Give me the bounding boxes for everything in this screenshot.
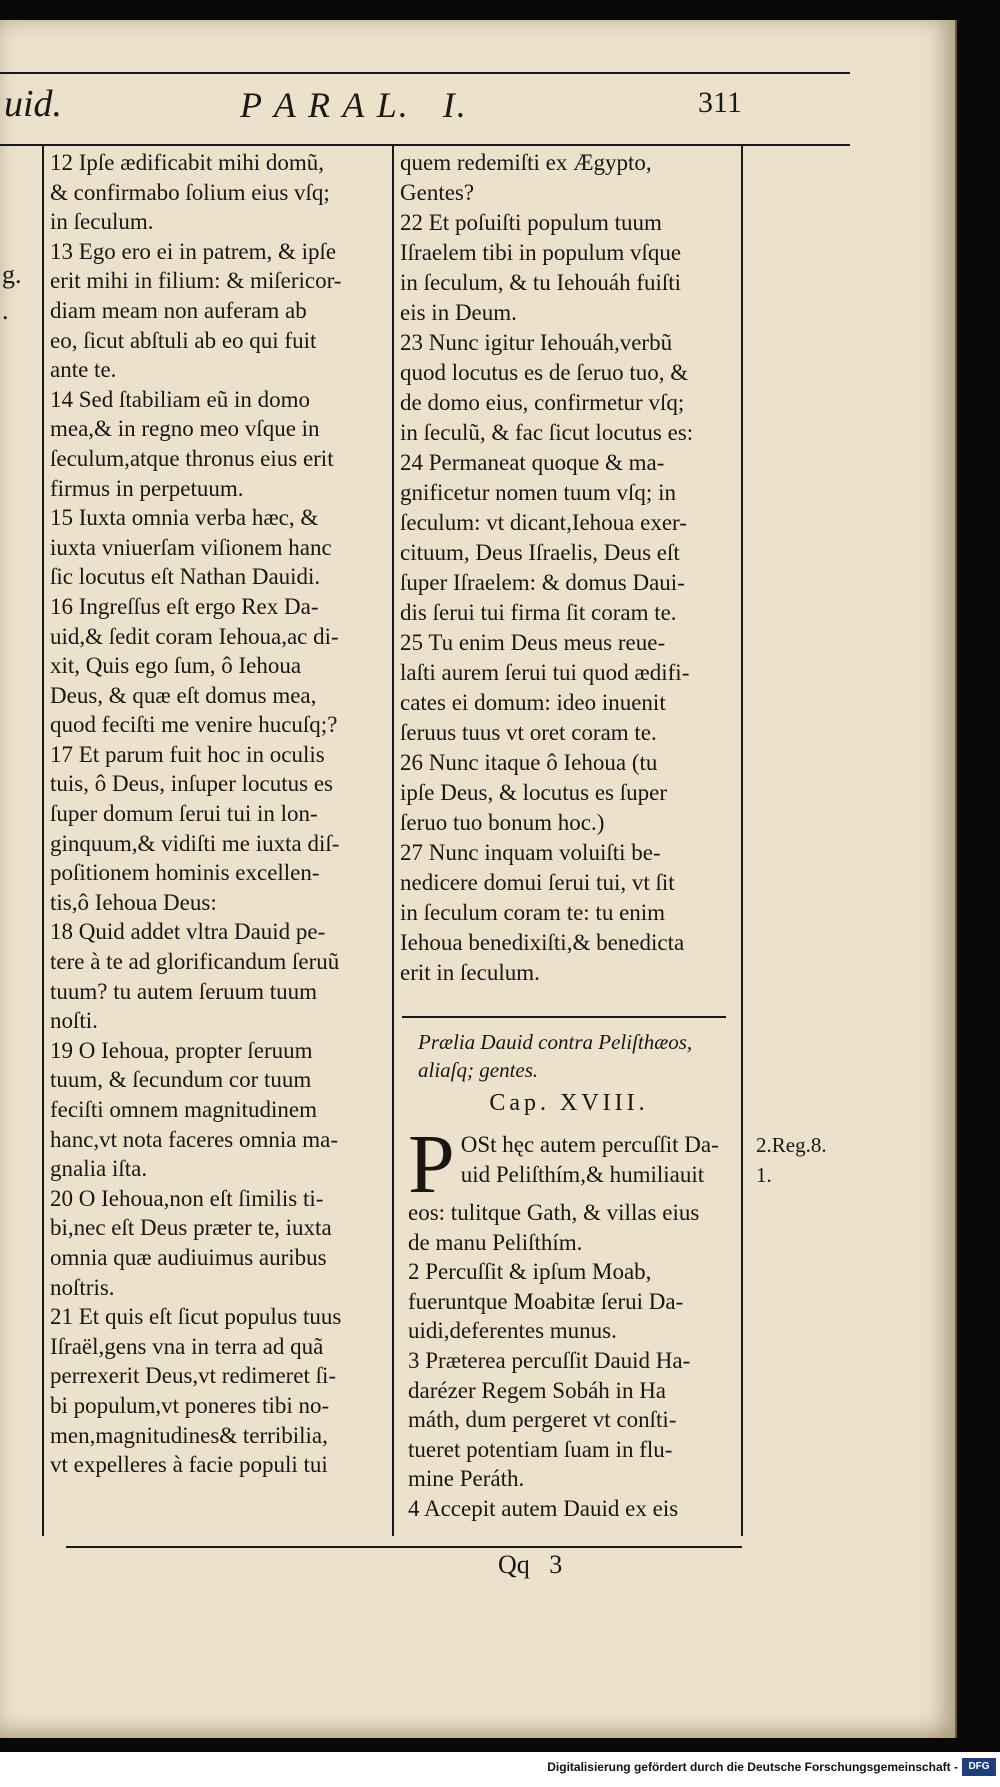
right-column-top — [400, 148, 738, 988]
text-line: noſtris. — [50, 1274, 115, 1300]
text-line: Iſraelem tibi in populum vſque — [400, 240, 682, 265]
header-top-rule — [0, 72, 850, 74]
text-line: quod locutus es de ſeruo tuo, & — [400, 360, 689, 385]
text-line: 22 Et poſuiſti populum tuum — [400, 210, 662, 235]
text-line: xit, Quis ego ſum, ô Iehoua — [50, 653, 302, 679]
text-line: Gentes? — [400, 180, 475, 205]
running-head-title: P A R A L. I. — [240, 85, 468, 125]
bottom-rule — [66, 1546, 742, 1548]
text-line: erit in ſeculum. — [400, 960, 540, 985]
text-line: tuum? tu autem ſeruum tuum — [50, 978, 318, 1004]
right-margin-note — [756, 1130, 827, 1190]
text-line: mine Peráth. — [408, 1466, 525, 1492]
text-line: nedicere domui ſerui tui, vt ſit — [400, 870, 675, 895]
margin-note-line: 1. — [756, 1163, 772, 1187]
section-rule — [402, 1016, 726, 1018]
text-line: gnificetur nomen tuum vſq; in — [400, 480, 676, 505]
text-line: ſeculum,atque thronus eius erit — [50, 445, 334, 471]
book-page — [0, 20, 957, 1738]
text-line: ſeruus tuus vt oret coram te. — [400, 720, 657, 745]
text-line: quem redemiſti ex Ægypto, — [400, 150, 652, 175]
text-line: ſeruo tuo bonum hoc.) — [400, 810, 605, 835]
left-column-rule — [42, 146, 44, 1536]
text-line: poſitionem hominis excellen- — [50, 860, 320, 886]
text-line: tuis, ô Deus, inſuper locutus es — [50, 771, 333, 797]
text-line: bi,nec eſt Deus præter te, iuxta — [50, 1215, 332, 1241]
text-line: in ſeculum, & tu Iehouáh fuiſti — [400, 270, 682, 295]
text-line: cates ei domum: ideo inuenit — [400, 690, 666, 715]
chapter-heading: Cap. XVIII. — [489, 1090, 649, 1116]
text-line: iuxta vniuerſam viſionem hanc — [50, 534, 332, 560]
text-line: bi populum,vt poneres tibi no- — [50, 1392, 330, 1418]
text-line: 23 Nunc igitur Iehouáh,verbũ — [400, 330, 673, 355]
text-line: men,magnitudines& terribilia, — [50, 1422, 328, 1448]
text-line: Iehoua benedixiſti,& benedicta — [400, 930, 685, 955]
running-head-fragment: uid. — [4, 83, 63, 125]
text-line: dis ſerui tui firma ſit coram te. — [400, 600, 677, 625]
text-line: & confirmabo ſolium eius vſq; — [50, 179, 330, 205]
text-line: tueret potentiam ſuam in flu- — [408, 1436, 673, 1462]
text-line: uid Peliſthím,& humiliauit — [460, 1161, 705, 1187]
chapter-summary-line: aliaſq; gentes. — [418, 1058, 539, 1082]
left-margin-note-1: g. — [2, 260, 22, 289]
header-bottom-rule — [0, 144, 850, 146]
text-line: ſeculum: vt dicant,Iehoua exer- — [400, 510, 687, 535]
text-line: uid,& ſedit coram Iehoua,ac di- — [50, 623, 339, 649]
text-line: perrexerit Deus,vt redimeret ſi- — [50, 1363, 337, 1389]
text-line: ſuper Iſraelem: & domus Daui- — [400, 570, 685, 595]
right-frame-rule — [741, 146, 743, 1536]
text-line: 2 Percuſſit & ipſum Moab, — [408, 1259, 652, 1285]
right-column-bottom — [408, 1118, 740, 1524]
text-line: 17 Et parum fuit hoc in oculis — [50, 741, 325, 767]
text-line: eo, ſicut abſtuli ab eo qui fuit — [50, 327, 317, 353]
text-line: eis in Deum. — [400, 300, 517, 325]
text-line: hanc,vt nota faceres omnia ma- — [50, 1126, 339, 1152]
text-line: eos: tulitque Gath, & villas eius — [408, 1200, 700, 1225]
text-line: feciſti omnem magnitudinem — [50, 1097, 317, 1122]
text-line: 3 Præterea percuſſit Dauid Ha- — [408, 1347, 691, 1373]
text-line: tere à te ad glorificandum ſeruũ — [50, 949, 340, 975]
text-line: vt expelleres à facie populi tui — [50, 1452, 328, 1478]
text-line: 14 Sed ſtabiliam eũ in domo — [50, 386, 310, 412]
signature-mark: Qq 3 — [498, 1550, 563, 1579]
text-line: gnalia iſta. — [50, 1156, 148, 1182]
text-line: 24 Permaneat quoque & ma- — [400, 450, 665, 475]
text-line: erit mihi in filium: & miſericor- — [50, 268, 342, 294]
text-line: cituum, Deus Iſraelis, Deus eſt — [400, 540, 680, 565]
text-line: 19 O Iehoua, propter ſeruum — [50, 1037, 313, 1063]
left-column — [50, 148, 388, 1480]
page-number: 311 — [698, 86, 742, 119]
text-line: 20 O Iehoua,non eſt ſimilis ti- — [50, 1185, 324, 1211]
text-line: 12 Ipſe ædificabit mihi domũ, — [50, 150, 325, 175]
text-line: ipſe Deus, & locutus es ſuper — [400, 780, 668, 805]
dfg-logo: DFG — [962, 1758, 996, 1776]
text-line: diam meam non auferam ab — [50, 297, 307, 323]
text-line: in ſeculum coram te: tu enim — [400, 900, 666, 925]
text-line: darézer Regem Sobáh in Ha — [408, 1377, 667, 1403]
margin-note-line: 2.Reg.8. — [756, 1133, 827, 1157]
funding-credit: Digitalisierung gefördert durch die Deutsche Forschungsgemeinschaft - — [547, 1760, 958, 1774]
text-line: 16 Ingreſſus eſt ergo Rex Da- — [50, 593, 319, 619]
text-line: 13 Ego ero ei in patrem, & ipſe — [50, 238, 337, 264]
text-line: in ſeculum. — [50, 209, 154, 235]
text-line: de manu Peliſthím. — [408, 1229, 583, 1255]
left-margin-note-2: . — [2, 296, 9, 325]
chapter-summary — [418, 1028, 738, 1084]
text-line: 4 Accepit autem Dauid ex eis — [408, 1495, 679, 1521]
text-line: 15 Iuxta omnia verba hæc, & — [50, 505, 319, 531]
text-line: Iſraël,gens vna in terra ad quã — [50, 1333, 324, 1359]
text-line: Deus, & quæ eſt domus mea, — [50, 682, 317, 708]
text-line: uidi,deferentes munus. — [408, 1318, 617, 1344]
text-line: in ſeculũ, & fac ſicut locutus es: — [400, 420, 694, 445]
text-line: mea,& in regno meo vſque in — [50, 416, 320, 442]
drop-cap: P — [408, 1118, 455, 1211]
text-line: omnia quæ audiuimus auribus — [50, 1244, 327, 1270]
text-line: de domo eius, confirmetur vſq; — [400, 390, 685, 415]
text-line: ſic locutus eſt Nathan Dauidi. — [50, 564, 321, 590]
text-line: fueruntque Moabitæ ſerui Da- — [408, 1288, 684, 1314]
text-line: 26 Nunc itaque ô Iehoua (tu — [400, 750, 658, 775]
text-line: quod feciſti me venire hucuſq;? — [50, 712, 338, 738]
text-line: 18 Quid addet vltra Dauid pe- — [50, 919, 326, 945]
center-column-rule — [392, 146, 394, 1536]
text-line: OSt hęc autem percuſſit Da- — [460, 1132, 719, 1157]
text-line: ſuper domum ſerui tui in lon- — [50, 801, 318, 827]
chapter-summary-line: Prælia Dauid contra Peliſthæos, — [418, 1030, 693, 1054]
text-line: máth, dum pergeret vt conſti- — [408, 1407, 677, 1433]
text-line: firmus in perpetuum. — [50, 475, 244, 501]
text-line: 21 Et quis eſt ſicut populus tuus — [50, 1304, 342, 1330]
text-line: tuum, & ſecundum cor tuum — [50, 1067, 312, 1093]
text-line: tis,ô Iehoua Deus: — [50, 889, 217, 915]
digitization-footer — [0, 1752, 1000, 1787]
text-line: 27 Nunc inquam voluiſti be- — [400, 840, 661, 865]
text-line: 25 Tu enim Deus meus reue- — [400, 630, 666, 655]
text-line: laſti aurem ſerui tui quod ædifi- — [400, 660, 690, 685]
text-line: noſti. — [50, 1008, 98, 1034]
text-line: ante te. — [50, 357, 117, 383]
text-line: ginquum,& vidiſti me iuxta diſ- — [50, 830, 340, 856]
